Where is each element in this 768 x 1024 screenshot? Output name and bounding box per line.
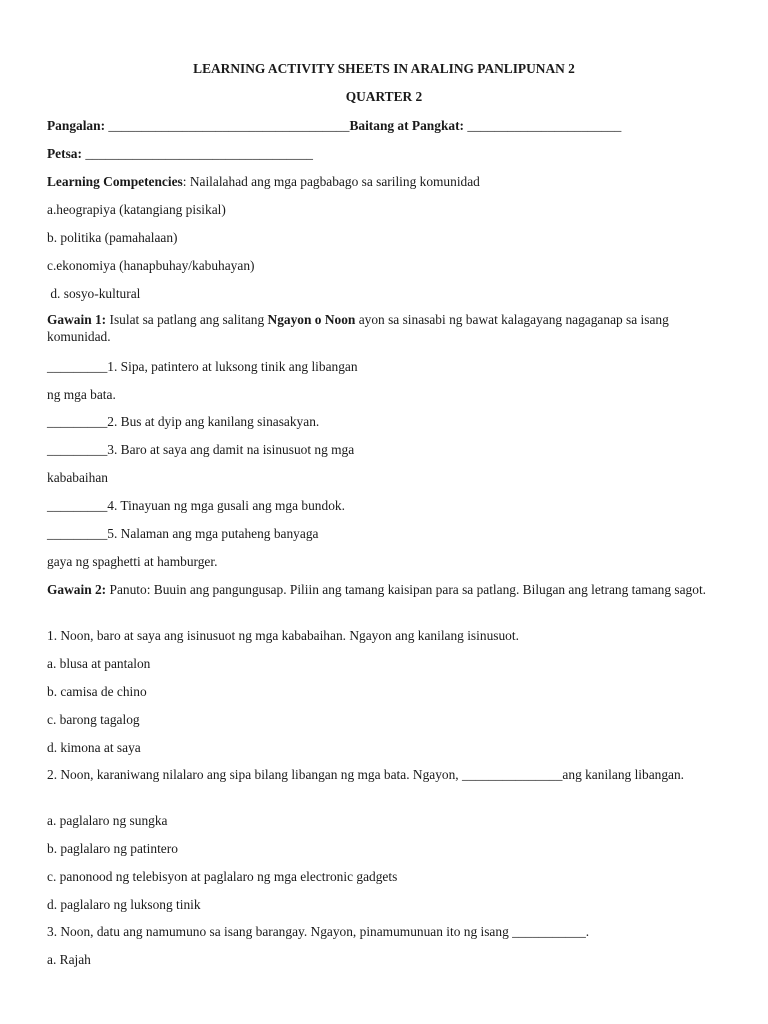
question-1: 1. Noon, baro at saya ang isinusuot ng mga kababaihan. Ngayon ang kanilang isinusuot. (47, 628, 519, 643)
name-grade-row (47, 117, 727, 134)
baitang-label: Baitang at Pangkat: (349, 118, 465, 133)
gawain2-label: Gawain 2: (47, 582, 107, 597)
worksheet-title: LEARNING ACTIVITY SHEETS IN ARALING PANLIPUNAN 2 (193, 61, 575, 76)
gawain1-item: _________4. Tinayuan ng mga gusali ang mga bundok. (47, 498, 345, 513)
q1-choice-b: b. camisa de chino (47, 684, 147, 699)
q3-choice-a: a. Rajah (47, 952, 91, 967)
baitang-blank: _______________________ (467, 118, 622, 133)
quarter-heading: QUARTER 2 (345, 89, 423, 104)
gawain1-text-bold: Ngayon o Noon (267, 312, 356, 327)
question-2: 2. Noon, karaniwang nilalaro ang sipa bilang libangan ng mga bata. Ngayon, _______________ang kanilang libangan. (47, 767, 685, 782)
competency-item: c.ekonomiya (hanapbuhay/kabuhayan) (47, 258, 255, 273)
gawain1-item: _________2. Bus at dyip ang kanilang sinasakyan. (47, 414, 320, 429)
gawain2-text: Panuto: Buuin ang pangungusap. Piliin ang tamang kaisipan para sa patlang. Bilugan ang letrang tamang sagot. (106, 582, 707, 597)
q2-choice-c: c. panonood ng telebisyon at paglalaro ng mga electronic gadgets (47, 869, 398, 884)
question-3: 3. Noon, datu ang namumuno sa isang barangay. Ngayon, pinamumunuan ito ng isang ___________. (47, 924, 590, 939)
pangalan-blank: ____________________________________ (108, 118, 350, 133)
competency-item: d. sosyo-kultural (47, 286, 141, 301)
petsa-label: Petsa: (47, 146, 82, 161)
competencies-label: Learning Competencies (47, 174, 183, 189)
competency-item: b. politika (pamahalaan) (47, 230, 178, 245)
gawain1-item-cont: ng mga bata. (47, 387, 116, 402)
q1-choice-a: a. blusa at pantalon (47, 656, 151, 671)
competency-item: a.heograpiya (katangiang pisikal) (47, 202, 226, 217)
gawain1-text-pre: Isulat sa patlang ang salitang (106, 312, 268, 327)
q2-choice-b: b. paglalaro ng patintero (47, 841, 178, 856)
gawain2-instructions (47, 581, 727, 598)
q2-choice-d: d. paglalaro ng luksong tinik (47, 897, 201, 912)
gawain1-item-cont: kababaihan (47, 470, 108, 485)
gawain1-item: _________3. Baro at saya ang damit na isinusuot ng mga (47, 442, 355, 457)
gawain1-instructions (47, 311, 727, 345)
gawain1-text-post: ayon sa sinasabi ng bawat kalagayang nagaganap sa isang komunidad. (47, 312, 669, 344)
gawain1-item: _________1. Sipa, patintero at luksong tinik ang libangan (47, 359, 358, 374)
competencies-line (47, 173, 727, 190)
pangalan-label: Pangalan: (47, 118, 106, 133)
q1-choice-c: c. barong tagalog (47, 712, 140, 727)
competencies-text: : Nailalahad ang mga pagbabago sa sariling komunidad (182, 174, 480, 189)
petsa-blank: __________________________________ (85, 146, 313, 161)
q2-choice-a: a. paglalaro ng sungka (47, 813, 168, 828)
q1-choice-d: d. kimona at saya (47, 740, 141, 755)
gawain1-label: Gawain 1: (47, 312, 107, 327)
gawain1-item: _________5. Nalaman ang mga putaheng banyaga (47, 526, 319, 541)
date-row (47, 145, 727, 162)
gawain1-item-cont: gaya ng spaghetti at hamburger. (47, 554, 218, 569)
